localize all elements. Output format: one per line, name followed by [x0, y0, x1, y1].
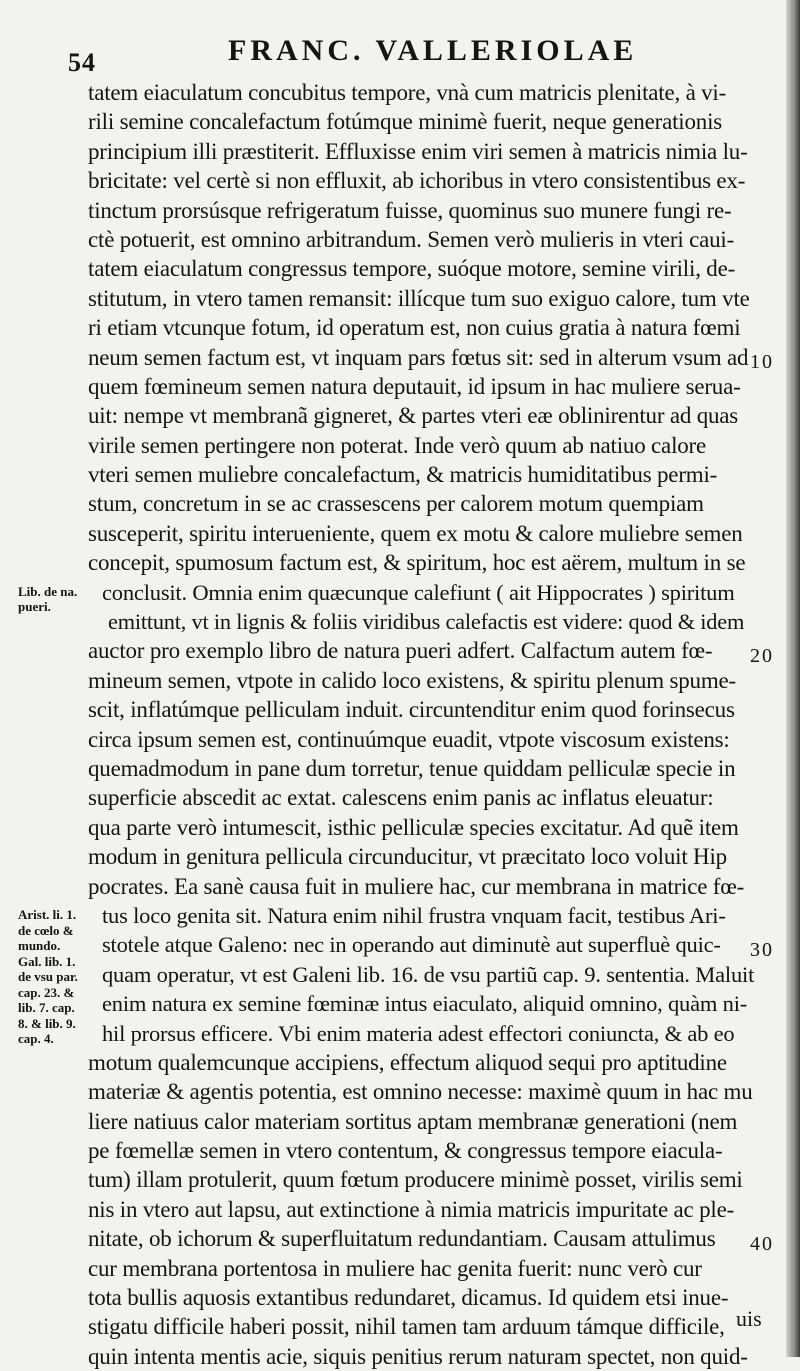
text-line: principium illi præstiterit. Effluxisse enim viri semen à matricis nimia lu- — [88, 138, 748, 164]
text-line: quam operatur, vt est Galeni lib. 16. de vsu partiũ cap. 9. sententia. Maluit — [102, 961, 755, 987]
text-line: susceperit, spiritu interueniente, quem ex motu & calore muliebre semen — [88, 520, 743, 546]
text-line: neum semen factum est, vt inquam pars fœtus sit: sed in alterum vsum ad — [88, 344, 749, 370]
text-line: nis in vtero aut lapsu, aut extinctione à nimia matricis impuritate ac ple- — [88, 1196, 735, 1222]
folio-number: 54 — [68, 48, 96, 77]
text-line: uit: nempe vt membranã gigneret, & partes vteri eæ oblinirentur ad quas — [88, 403, 739, 429]
text-line: nitate, ob ichorum & superfluitatum redundantiam. Causam attulimus — [88, 1226, 716, 1252]
margin-note-line: cap. 23. & — [18, 984, 75, 1000]
line-number-marker: 40 — [750, 1232, 774, 1255]
text-line: tinctum prorsúsque refrigeratum fuisse, quominus suo munere fungi re- — [88, 197, 732, 223]
line-number-marker: 10 — [750, 350, 774, 373]
page-binding-edge — [786, 0, 800, 1357]
text-line: pe fœmellæ semen in vtero contentum, & congressus tempore eiacula- — [88, 1138, 723, 1164]
text-line: modum in genitura pellicula circunducitur, vt præcitato loco voluit Hip — [88, 844, 727, 870]
text-line: tus loco genita sit. Natura enim nihil frustra vnquam facit, testibus Ari- — [102, 902, 726, 928]
body-text — [88, 78, 768, 1371]
text-line: emittunt, vt in lignis & foliis viridibus calefactis est videre: quod & idem — [108, 609, 745, 635]
margin-note-line: de cœlo & — [18, 922, 74, 938]
margin-note-line: Arist. li. 1. — [18, 907, 77, 923]
text-line: rili semine concalefactum fotúmque minimè fuerit, neque generationis — [88, 109, 723, 135]
text-line: conclusit. Omnia enim quæcunque calefiunt ( ait Hippocrates ) spiritum — [102, 579, 735, 605]
text-line: quin intenta mentis acie, siquis penitius rerum naturam spectet, non quid- — [88, 1343, 748, 1369]
running-head: FRANC. VALLERIOLAE — [228, 34, 638, 67]
text-line: concepit, spumosum factum est, & spiritum, hoc est aërem, multum in se — [88, 550, 746, 576]
text-line: tatem eiaculatum congressus tempore, suóque motore, semine virili, de- — [88, 256, 736, 282]
text-line: hil prorsus efficere. Vbi enim materia adest effectori coniuncta, & ab eo — [102, 1020, 735, 1046]
text-line: bricitate: vel certè si non effluxit, ab ichoribus in vtero consistentibus ex- — [88, 168, 746, 194]
line-number-marker: 20 — [750, 644, 774, 667]
text-line: qua parte verò intumescit, isthic pelliculæ species excitatur. Ad quẽ item — [88, 814, 739, 840]
margin-note-line: de vsu par. — [18, 969, 78, 985]
text-line: quemadmodum in pane dum torretur, tenue quiddam pelliculæ specie in — [88, 755, 736, 781]
text-line: vteri semen muliebre concalefactum, & matricis humiditatibus permi- — [88, 462, 718, 488]
text-line: cur membrana portentosa in muliere hac genita fuerit: nunc verò cur — [88, 1255, 702, 1281]
text-line: tum) illam protulerit, quum fœtum producere minimè posset, virilis semi — [88, 1167, 743, 1193]
text-line: superficie abscedit ac extat. calescens enim panis ac inflatus eleuatur: — [88, 785, 714, 811]
catchword: uis — [736, 1306, 762, 1331]
margin-note-line: pueri. — [18, 599, 51, 615]
text-line: auctor pro exemplo libro de natura pueri adfert. Calfactum autem fœ- — [88, 638, 713, 664]
margin-note-line: Gal. lib. 1. — [18, 953, 76, 969]
text-line: enim natura ex semine fœminæ intus eiaculato, aliquid omnino, quàm ni- — [102, 991, 748, 1017]
margin-note-line: cap. 4. — [18, 1031, 54, 1047]
text-line: liere natiuus calor materiam sortitus aptam membranæ generationi (nem — [88, 1108, 738, 1134]
margin-note-line: lib. 7. cap. — [18, 1000, 75, 1016]
margin-note-line: Lib. de na. — [18, 583, 78, 599]
text-line: virile semen pertingere non poterat. Inde verò quum ab natiuo calore — [88, 432, 707, 458]
text-line: stitutum, in vtero tamen remansit: illícque tum suo exiguo calore, tum vte — [88, 285, 750, 311]
text-line: tota bullis aquosis extantibus redundaret, dicamus. Id quidem etsi inue- — [88, 1285, 729, 1311]
text-line: stum, concretum in se ac crassescens per calorem motum quempiam — [88, 491, 704, 517]
text-line: pocrates. Ea sanè causa fuit in muliere hac, cur membrana in matrice fœ- — [88, 873, 745, 899]
margin-note-line: mundo. — [18, 938, 61, 954]
text-line: tatem eiaculatum concubitus tempore, vnà cum matricis plenitate, à vi- — [88, 80, 727, 105]
text-line: ri etiam vtcunque fotum, id operatum est, non cuius gratia à natura fœmi — [88, 315, 741, 341]
line-number-marker: 30 — [750, 938, 774, 961]
text-line: ctè potuerit, est omnino arbitrandum. Semen verò mulieris in vteri caui- — [88, 226, 735, 252]
text-line: scit, inflatúmque pelliculam induit. circuntenditur enim quod forinsecus — [88, 697, 735, 723]
text-line: mineum semen, vtpote in calido loco existens, & spiritu plenum spume- — [88, 667, 736, 693]
text-line: stotele atque Galeno: nec in operando aut diminutè aut superfluè quic- — [102, 932, 721, 958]
text-line: materiæ & agentis potentia, est omnino necesse: maximè quum in hac mu — [88, 1079, 753, 1105]
text-line: circa ipsum semen est, continuúmque euadit, vtpote viscosum existens: — [88, 726, 730, 752]
text-line: quem fœmineum semen natura deputauit, id ipsum in hac muliere serua- — [88, 373, 741, 399]
text-line: motum qualemcunque accipiens, effectum aliquod sequi pro aptitudine — [88, 1049, 727, 1075]
text-line: stigatu difficile haberi possit, nihil tamen tam arduum támque difficile, — [88, 1314, 725, 1340]
margin-note-line: 8. & lib. 9. — [18, 1015, 76, 1031]
